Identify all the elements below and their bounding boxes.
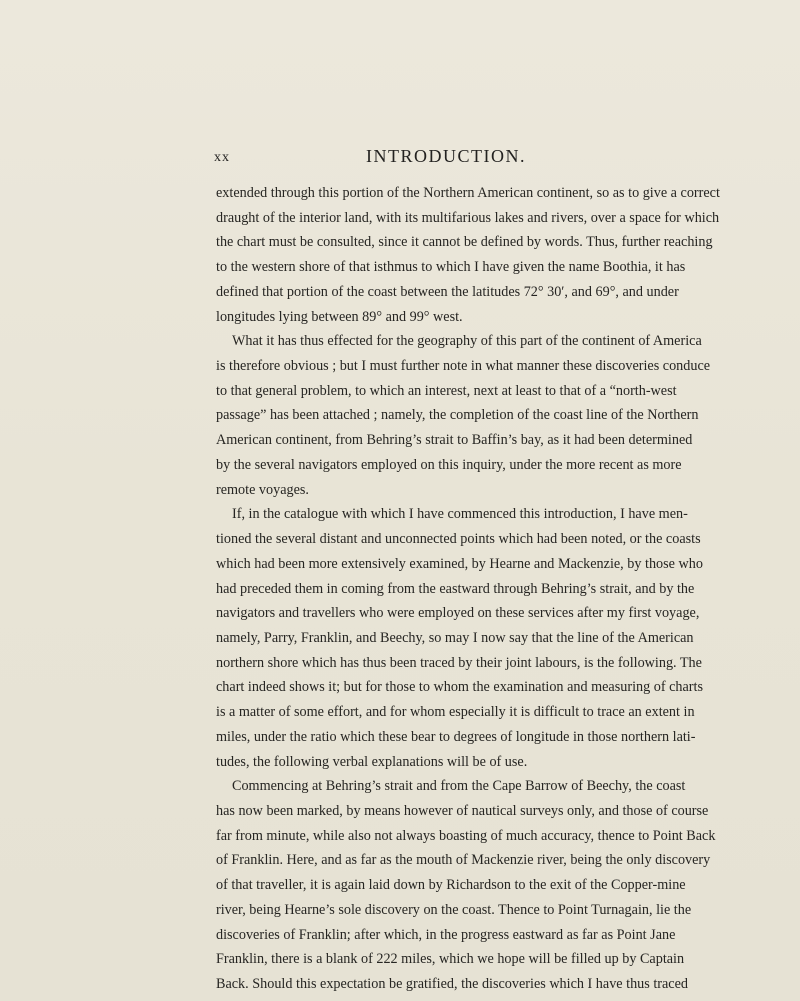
text-line: to that general problem, to which an interest, next at least to that of a “north-west [216,382,677,399]
text-line: passage” has been attached ; namely, the completion of the coast line of the Northern [216,407,699,424]
body-text [216,181,720,997]
text-line: miles, under the ratio which these bear to degrees of longitude in those northern lati- [216,728,696,745]
text-line: Back. Should this expectation be gratified, the discoveries which I have thus traced [216,976,688,992]
text-line: extended through this portion of the Northern American continent, so as to give a correct [216,185,720,201]
text-line: the chart must be consulted, since it cannot be defined by words. Thus, further reaching [216,234,713,251]
text-line: had preceded them in coming from the eastward through Behring’s strait, and by the [216,580,695,597]
text-line: tudes, the following verbal explanations will be of use. [216,753,528,770]
text-line: northern shore which has thus been traced by their joint labours, is the following. The [216,654,702,671]
page-header [214,146,654,170]
text-line: chart indeed shows it; but for those to whom the examination and measuring of charts [216,679,703,696]
text-line: namely, Parry, Franklin, and Beechy, so may I now say that the line of the American [216,629,694,646]
text-line: river, being Hearne’s sole discovery on the coast. Thence to Point Turnagain, lie the [216,901,692,918]
text-line: defined that portion of the coast between the latitudes 72° 30′, and 69°, and under [216,283,679,300]
text-line: which had been more extensively examined, by Hearne and Mackenzie, by those who [216,555,703,572]
text-line: American continent, from Behring’s strait to Baffin’s bay, as it had been determined [216,432,693,449]
text-line: If, in the catalogue with which I have commenced this introduction, I have men- [232,506,688,523]
text-line: far from minute, while also not always boasting of much accuracy, thence to Point Back [216,827,716,844]
text-line: navigators and travellers who were employed on these services after my first voyage, [216,605,700,622]
text-line: longitudes lying between 89° and 99° west. [216,308,463,325]
text-line: Franklin, there is a blank of 222 miles, which we hope will be filled up by Captain [216,951,685,968]
text-line: draught of the interior land, with its multifarious lakes and rivers, over a space for which [216,209,720,226]
running-title: INTRODUCTION. [366,146,526,166]
text-line: of that traveller, it is again laid down by Richardson to the exit of the Copper-mine [216,877,686,894]
text-line: remote voyages. [216,481,309,498]
text-line: tioned the several distant and unconnected points which had been noted, or the coasts [216,531,701,548]
text-line: Commencing at Behring’s strait and from the Cape Barrow of Beechy, the coast [232,778,686,795]
text-line: is a matter of some effort, and for whom especially it is difficult to trace an extent in [216,704,695,721]
text-line: of Franklin. Here, and as far as the mouth of Mackenzie river, being the only discovery [216,852,711,869]
text-line: discoveries of Franklin; after which, in the progress eastward as far as Point Jane [216,926,676,943]
page-number: xx [214,150,230,165]
text-line: to the western shore of that isthmus to which I have given the name Boothia, it has [216,259,686,276]
text-line: is therefore obvious ; but I must further note in what manner these discoveries conduce [216,358,711,375]
text-line: has now been marked, by means however of nautical surveys only, and those of course [216,802,709,819]
text-line: by the several navigators employed on this inquiry, under the more recent as more [216,456,682,473]
text-line: What it has thus effected for the geography of this part of the continent of America [232,333,702,350]
